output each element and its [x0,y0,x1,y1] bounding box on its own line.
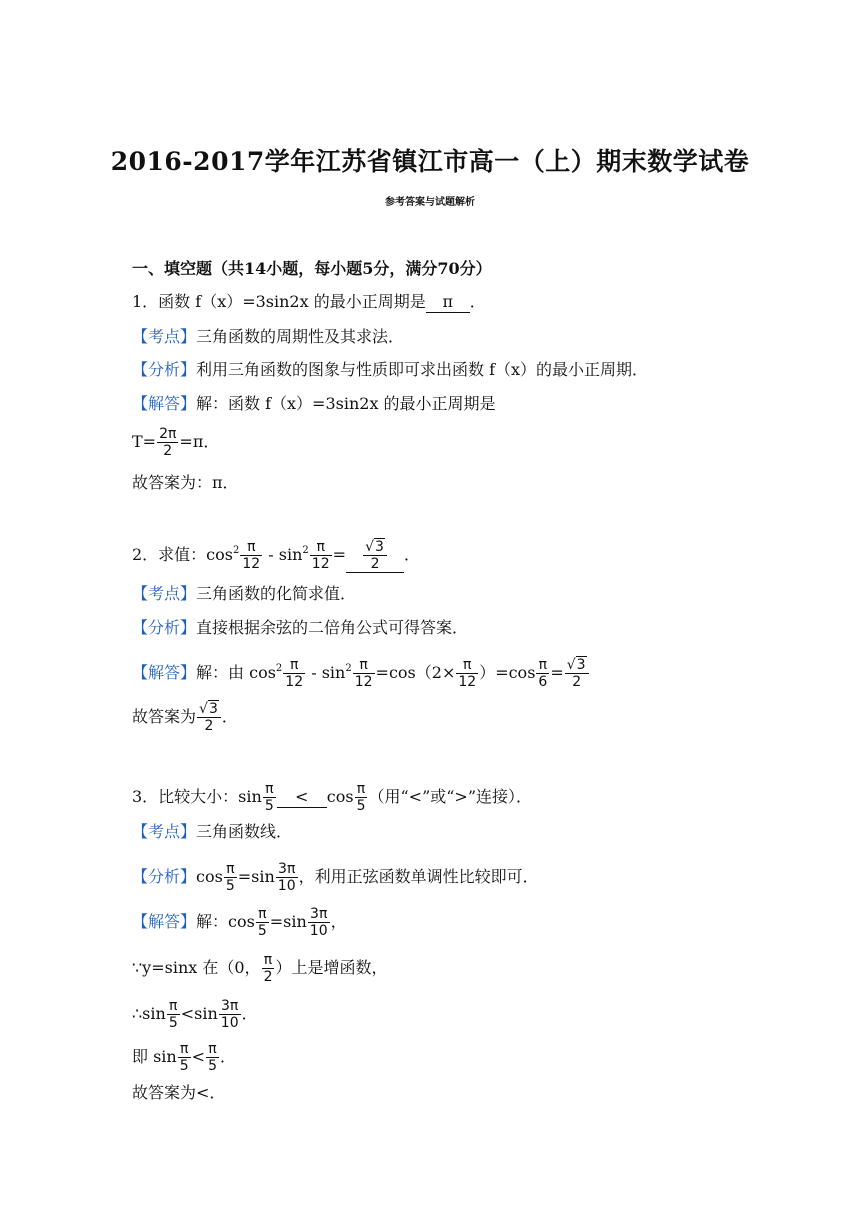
denominator: 5 [208,1058,217,1074]
superscript: 2 [275,663,283,674]
q3-ji-suffix: ． [219,1047,236,1066]
q3-solution-prefix: 解：cos [196,912,255,931]
q3-solution-sin: =sin [269,912,307,931]
jieda-label: 【解答】 [132,663,197,682]
q3-analysis-sin: =sin [237,867,275,886]
denominator: 5 [179,1058,189,1074]
q1-point [132,327,404,347]
q2-solution-mid: =cos（2× [375,663,456,682]
numerator: 3π [276,861,298,878]
fraction [276,861,298,894]
q3-stem [132,781,532,814]
denominator: 5 [264,798,274,814]
q3-analysis-suffix: ，利用正弦函数单调性比较即可． [298,867,539,886]
superscript: 2 [302,545,309,556]
fraction [206,1041,219,1074]
q1-stem-end: ． [469,292,486,311]
q2-conclusion-suffix: ． [221,707,238,726]
equals-sign: = [550,663,564,682]
fraction [197,701,221,734]
denominator: 2 [263,969,273,985]
kaodian-label: 【考点】 [132,327,197,346]
q3-solution [132,906,347,939]
sqrt-three: √3 [566,657,586,673]
q1-conclusion: 故答案为：π． [132,473,239,492]
fraction [536,657,549,690]
numerator: 3π [308,906,330,923]
fraction [219,998,241,1031]
q3-point [132,822,292,842]
numerator: π [224,861,237,878]
fraction [363,539,387,572]
q2-point-text: 三角函数的化简求值． [196,584,357,603]
denominator: 10 [277,878,296,894]
denominator: 6 [538,674,548,690]
denominator: 12 [311,556,330,572]
numerator: 3π [219,998,241,1015]
q3-point-text: 三角函数线． [196,822,293,841]
sqrt-three: √3 [365,539,384,555]
numerator: π [456,657,478,674]
q3-therefore [132,998,258,1031]
q3-solution-suffix: ， [330,912,347,931]
q3-analysis-cos: cos [196,867,223,886]
kaodian-label: 【考点】 [132,584,197,603]
q2-conclusion [132,701,238,734]
numerator: π [536,657,549,674]
q2-stem-end: ． [404,545,421,564]
numerator: π [167,998,180,1015]
q2-solution-mid2: ）=cos [479,663,536,682]
numerator: π [355,781,368,798]
superscript: 2 [345,663,352,674]
numerator [363,539,387,556]
q1-t-prefix: T= [132,432,157,451]
q2-minus-sin: - sin [263,545,303,564]
q2-analysis [132,618,468,638]
q2-point [132,584,356,604]
q3-ji-prefix: 即 sin [132,1047,177,1066]
q3-therefore-mid: <sin [180,1004,218,1023]
denominator: 5 [168,1015,178,1031]
radicand: 3 [375,539,384,555]
superscript: 2 [233,545,240,556]
q2-solution-prefix: 解：由 cos [196,663,276,682]
q1-stem [132,292,486,313]
q3-because-prefix: ∵y=sinx 在（0， [132,958,261,977]
document-title: 2016-2017学年江苏省镇江市高一（上）期末数学试卷 [110,147,750,176]
q1-solution [132,394,496,414]
q3-cos: cos [326,787,354,806]
q1-analysis-text: 利用三角函数的图象与性质即可求出函数 f（x）的最小正周期． [196,360,649,379]
jieda-label: 【解答】 [132,912,197,931]
fraction [178,1041,191,1074]
q3-conclusion: 故答案为<． [132,1083,226,1102]
equals-sign: = [332,545,347,564]
q1-solution-text: 解：函数 f（x）=3sin2x 的最小正周期是 [196,394,496,413]
numerator: π [206,1041,219,1058]
denominator: 2 [572,674,582,690]
jieda-label: 【解答】 [132,394,197,413]
fraction [167,998,180,1031]
denominator: 10 [220,1015,239,1031]
q1-point-text: 三角函数的周期性及其求法． [196,327,405,346]
numerator: π [283,657,305,674]
q2-solution [132,657,590,690]
denominator: 2 [163,443,173,459]
fraction [240,539,262,572]
fraction [456,657,478,690]
numerator: π [256,906,269,923]
q3-stem-suffix: （用“<”或“>”连接）． [368,787,533,806]
numerator [565,657,589,674]
denominator: 12 [242,556,261,572]
fraction [355,781,368,814]
q1-answer: π [426,292,470,313]
kaodian-label: 【考点】 [132,822,197,841]
fenxi-label: 【分析】 [132,867,197,886]
fraction [263,781,276,814]
q3-answer: < [277,787,327,808]
numerator: π [353,657,375,674]
radicand: 3 [208,701,218,717]
numerator [197,701,221,718]
q3-therefore-prefix: ∴sin [132,1004,166,1023]
q2-stem [132,539,420,573]
denominator: 12 [458,674,477,690]
fraction [310,539,332,572]
denominator: 5 [225,878,235,894]
denominator: 10 [309,923,328,939]
denominator: 2 [370,556,380,572]
fenxi-label: 【分析】 [132,618,197,637]
q2-analysis-text: 直接根据余弦的二倍角公式可得答案． [196,618,469,637]
q3-analysis [132,861,539,894]
fraction [262,952,275,985]
fraction [565,657,589,690]
q3-stem-prefix: 3．比较大小：sin [132,787,262,806]
numerator: π [263,781,276,798]
numerator: π [240,539,262,556]
denominator: 5 [257,923,267,939]
section-heading: 一、填空题（共14小题，每小题5分，满分70分） [132,259,492,278]
fraction [283,657,305,690]
document-subtitle: 参考答案与试题解析 [385,197,475,208]
q1-analysis [132,360,648,380]
q2-stem-prefix: 2．求值：cos [132,545,233,564]
q1-t-suffix: =π． [179,432,220,451]
q3-therefore-suffix: ． [241,1004,258,1023]
fraction [353,657,375,690]
denominator: 12 [285,674,304,690]
q3-ji-mid: < [191,1047,206,1066]
radicand: 3 [576,657,586,673]
denominator: 5 [356,798,366,814]
numerator: π [178,1041,191,1058]
q3-because [132,952,388,985]
denominator: 12 [354,674,373,690]
q2-minus-sin: - sin [306,663,346,682]
q2-answer [346,539,404,573]
fraction [224,861,237,894]
sqrt-three: √3 [199,701,218,717]
fraction [308,906,330,939]
q1-stem-text: 1．函数 f（x）=3sin2x 的最小正周期是 [132,292,426,311]
denominator: 2 [204,718,214,734]
numerator: π [310,539,332,556]
fenxi-label: 【分析】 [132,360,197,379]
numerator: π [262,952,275,969]
numerator: 2π [159,426,177,442]
q3-because-suffix: ）上是增函数， [275,958,388,977]
q2-conclusion-prefix: 故答案为 [132,707,197,726]
q1-period-formula [132,426,219,459]
fraction [157,426,178,459]
fraction [256,906,269,939]
q3-ji [132,1041,236,1074]
